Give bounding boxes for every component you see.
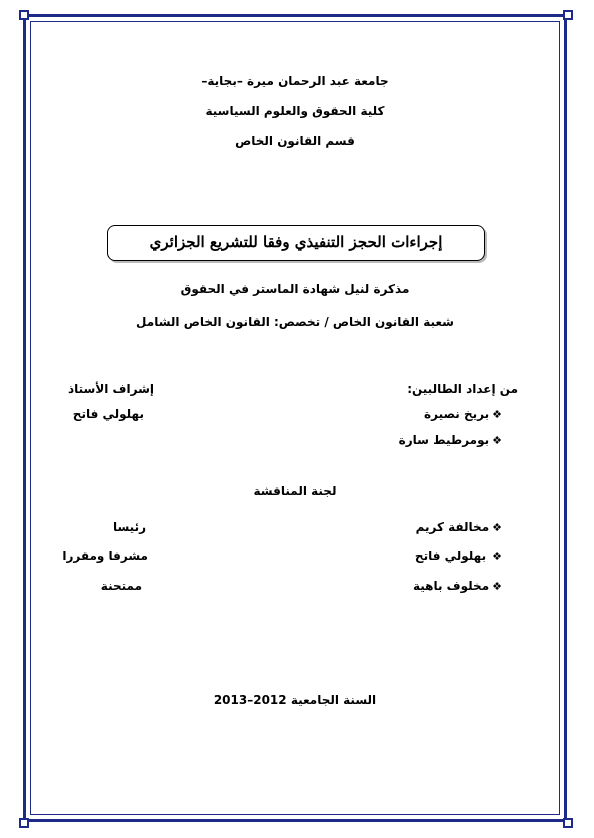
corner-ornament-icon [19, 10, 29, 20]
academic-year: السنة الجامعية 2012–2013 [213, 693, 377, 707]
committee-member-role: مشرفا ومقررا [62, 549, 148, 563]
university-name: جامعة عبد الرحمان ميرة –بجاية– [201, 74, 389, 88]
students-label: من إعداد الطالبين: [407, 382, 518, 396]
student-item [424, 406, 502, 423]
committee-member [415, 548, 502, 565]
student-name: بريخ نصيرة [424, 407, 490, 421]
student-item [399, 432, 502, 449]
thesis-purpose: مذكرة لنيل شهادة الماستر في الحقوق [180, 282, 410, 296]
committee-member-role: رئيسا [112, 520, 146, 534]
committee-member [413, 578, 502, 595]
corner-ornament-icon [563, 818, 573, 828]
department-name: قسم القانون الخاص [235, 134, 355, 148]
supervisor-name: بهلولي فاتح [72, 407, 144, 421]
thesis-specialization: شعبة القانون الخاص / تخصص: القانون الخاص الشامل [136, 315, 454, 329]
diamond-bullet-icon: ❖ [492, 521, 502, 534]
student-name: بومرطيط سارة [398, 433, 490, 447]
committee-member [416, 519, 502, 536]
committee-member-role: ممتحنة [100, 579, 142, 593]
committee-member-name: مخلوف باهية [413, 579, 490, 593]
thesis-title: إجراءات الحجز التنفيذي وفقا للتشريع الجزائري [107, 225, 485, 261]
supervisor-label: إشراف الأستاذ [67, 382, 154, 396]
committee-member-name: مخالفة كريم [415, 520, 490, 534]
diamond-bullet-icon: ❖ [492, 434, 502, 447]
corner-ornament-icon [563, 10, 573, 20]
corner-ornament-icon [19, 818, 29, 828]
diamond-bullet-icon: ❖ [492, 408, 502, 421]
diamond-bullet-icon: ❖ [492, 550, 502, 563]
diamond-bullet-icon: ❖ [492, 580, 502, 593]
committee-title: لجنة المناقشة [253, 484, 337, 498]
faculty-name: كلية الحقوق والعلوم السياسية [205, 104, 385, 118]
committee-member-name: بهلولي فاتح [414, 549, 487, 563]
